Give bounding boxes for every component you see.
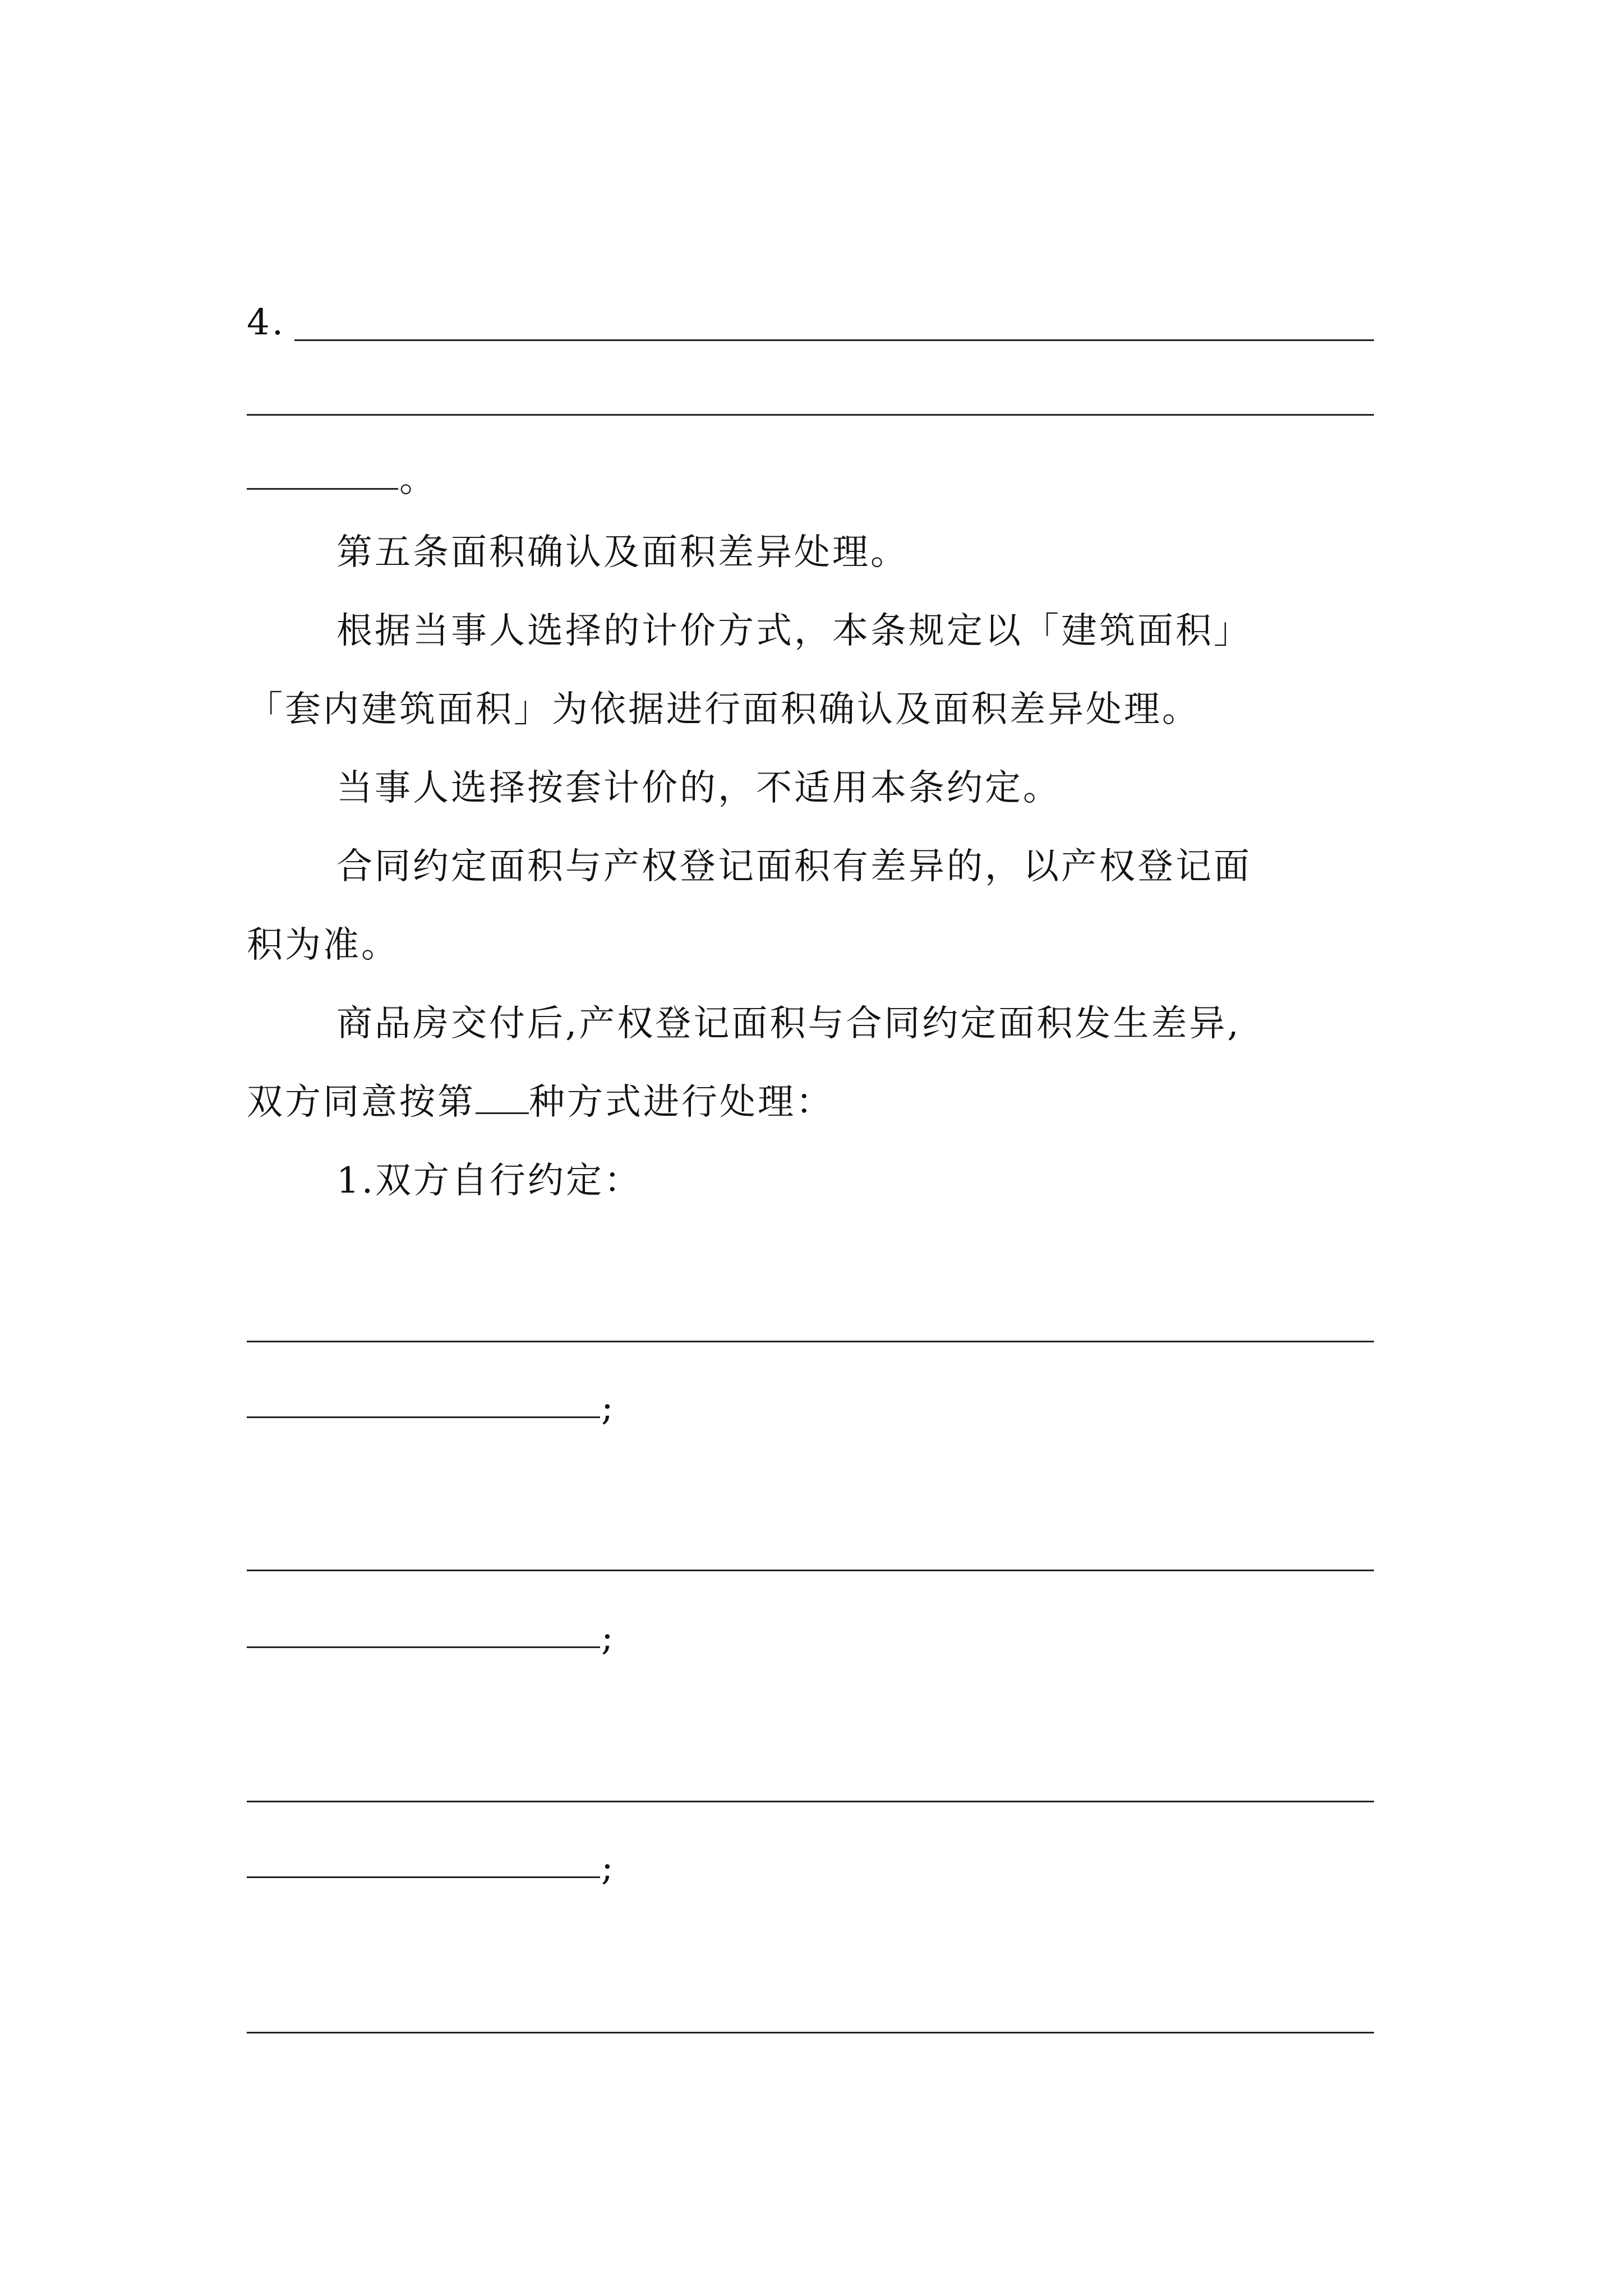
- article5-title: 第五条面积确认及面积差异处理。: [336, 532, 909, 573]
- paragraph-pricing-line-1: 根据当事人选择的计价方式，本条规定以「建筑面积」: [336, 610, 1252, 652]
- item4-blank-line-1[interactable]: [294, 339, 1374, 341]
- item4-blank-line-3[interactable]: [247, 488, 398, 490]
- agreement-end-1: ;: [601, 1387, 616, 1429]
- item4-blank-line-2[interactable]: [247, 414, 1374, 416]
- agreement-blank-line-3a[interactable]: [247, 1801, 1374, 1802]
- agreement-end-3: ;: [601, 1847, 616, 1889]
- delivery-prefix: 双方同意按第: [247, 1082, 476, 1123]
- option-1-label: 1.双方自行约定：: [336, 1160, 643, 1202]
- agreement-blank-line-2b[interactable]: [247, 1646, 600, 1648]
- paragraph-difference-line-1: 合同约定面积与产权登记面积有差异的，以产权登记面: [336, 846, 1252, 887]
- item4-label: 4.: [247, 302, 286, 343]
- agreement-blank-line-1a[interactable]: [247, 1341, 1374, 1342]
- agreement-blank-line-2a[interactable]: [247, 1570, 1374, 1571]
- method-number-blank[interactable]: [476, 1112, 529, 1114]
- delivery-suffix: 种方式进行处理：: [529, 1082, 834, 1123]
- paragraph-pricing-line-2: 「套内建筑面积」为依据进行面积确认及面积差异处理。: [247, 689, 1200, 730]
- paragraph-per-unit: 当事人选择按套计价的，不适用本条约定。: [336, 767, 1061, 809]
- agreement-blank-line-4a[interactable]: [247, 2032, 1374, 2033]
- agreement-blank-line-3b[interactable]: [247, 1876, 600, 1878]
- paragraph-delivery-line-1: 商品房交付后,产权登记面积与合同约定面积发生差异,: [336, 1003, 1241, 1045]
- agreement-end-2: ;: [601, 1617, 616, 1659]
- agreement-blank-line-1b[interactable]: [247, 1416, 600, 1418]
- paragraph-delivery-line-2: [247, 1077, 834, 1128]
- item4-end-mark: 。: [399, 459, 437, 500]
- paragraph-difference-line-2: 积为准。: [247, 924, 399, 966]
